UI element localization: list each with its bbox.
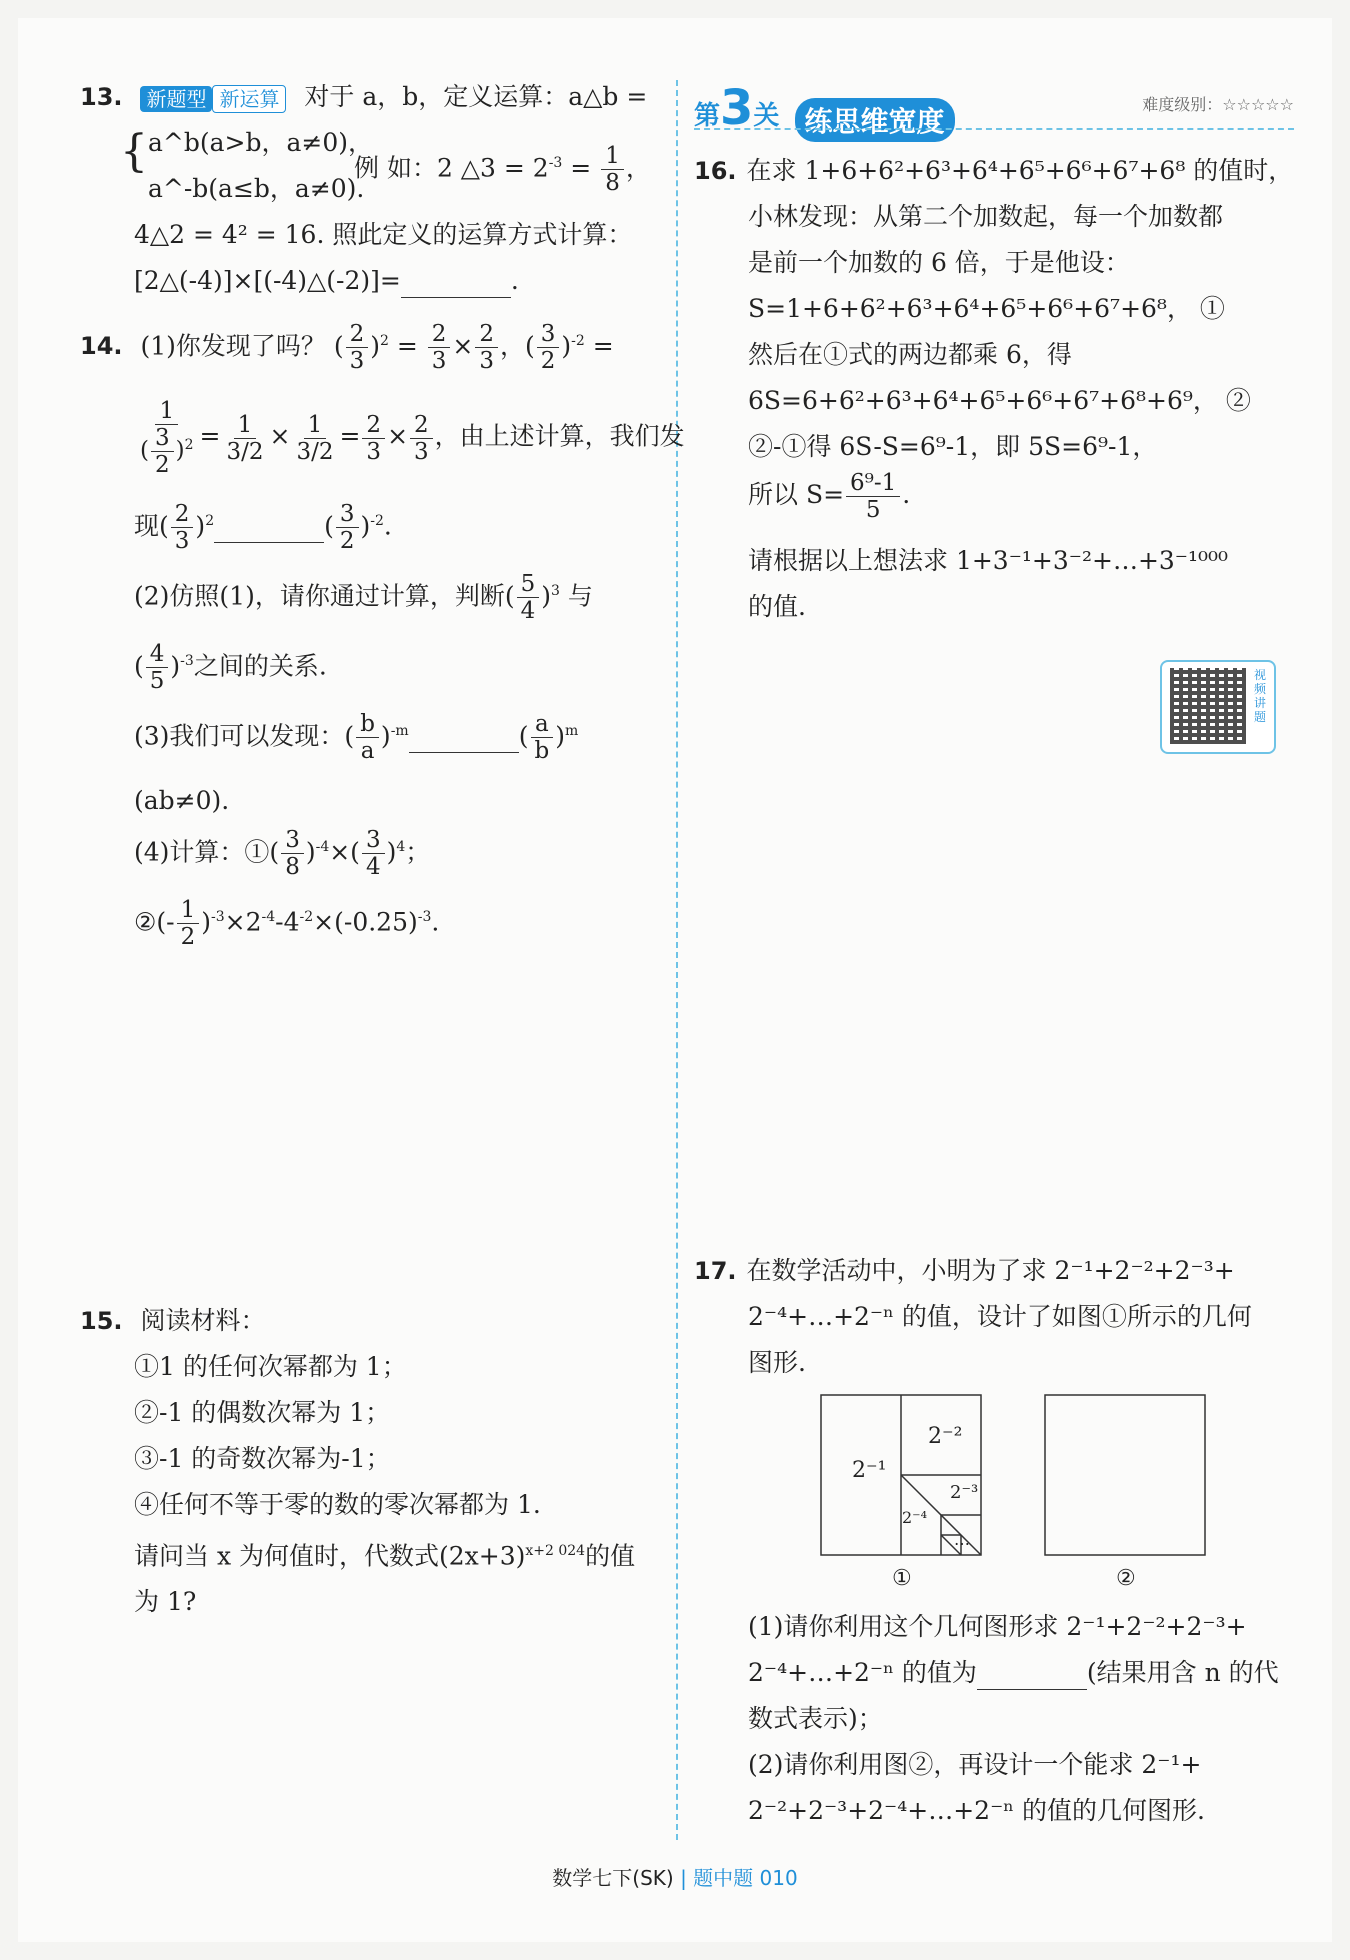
fig-label-2-3: 2⁻³ (950, 1482, 979, 1503)
q16-line: 6S=6+6²+6³+6⁴+6⁵+6⁶+6⁷+6⁸+6⁹， ② (748, 386, 1251, 415)
footer-book: 数学七下(SK) (552, 1866, 674, 1890)
q17-part2b: 2⁻²+2⁻³+2⁻⁴+…+2⁻ⁿ 的值的几何图形. (748, 1796, 1205, 1825)
question-number: 13. (80, 83, 123, 111)
fraction: $\frac{\text{6⁹-1}}{5}$ (846, 470, 900, 523)
q14-part2: (2)仿照(1)，请你通过计算，判断 (134, 581, 505, 611)
q14-part2-and: 与 (567, 581, 593, 611)
q15-question-end: 的值 (585, 1541, 636, 1571)
q17-part1: (1)请你利用这个几何图形求 2⁻¹+2⁻²+2⁻³+ (748, 1612, 1247, 1641)
q16-ask: 请根据以上想法求 1+3⁻¹+3⁻²+…+3⁻¹⁰⁰⁰ (748, 546, 1229, 575)
equals-sign: = (570, 153, 592, 183)
header-title: 练思维宽度 (795, 98, 955, 142)
header-suffix: 关 (753, 101, 780, 131)
q17-part1c: (结果用含 n 的代 (1086, 1658, 1279, 1687)
q13-line4: [2△(-4)]×[(-4)△(-2)]= (134, 266, 401, 295)
q15-item: ③-1 的奇数次幂为-1； (134, 1444, 391, 1473)
footer-page: 题中题 010 (693, 1866, 798, 1890)
q13-case2: a^-b(a≤b，a≠0). (148, 174, 365, 203)
q14-part1-label: (1)你发现了吗？ (140, 331, 326, 361)
q17-part1b: 2⁻⁴+…+2⁻ⁿ 的值为 (748, 1658, 977, 1687)
q16-line: 小林发现：从第二个加数起，每一个加数都 (748, 202, 1224, 231)
difficulty-rating: 难度级别：☆☆☆☆☆ (1142, 95, 1294, 114)
answer-blank[interactable] (409, 722, 519, 753)
question-14: 14. (1)你发现了吗？ ( $\frac{2}{3}$ )$^2$ = $\frac{2}{3}$ × $\frac{2}{3}$ ，( $\frac{3}{2}$ )$^{-2}$ = 1 ( $\frac{3}{2}$ )$^2$ = $\frac{1}{3/2}$ × $\frac{1}{3/2}$ = $\frac{2}{3}$ × $\frac{2}{3}$ ，由上述计算，我们发 现( $\frac{2}{3}$ )$^2$ ( $\frac{3}{2}$ )$^{-2}$. (2)仿照(1)，请你通过计算，判断( $\frac{5}{4}$ )$^3$ 与 ( $\frac{4}{5}$ )$^{-3}$之间的关系. (3)我们可以发现：( $\frac{b}{a}$ )$^{-m}$ ( $\frac{a}{b}$ )$^m$ (ab≠0). (4)计算：①( $\frac{3}{8}$ )$^{-4}$×( $\frac{3}{4}$ )$^4$； ②(- $\frac{1}{2}$ )$^{-3}\times 2^{-4}-4^{-2}\times(-0.25)^{-3}$. (80, 321, 685, 951)
tag-new-type: 新题型 (140, 86, 212, 112)
figure-2 (1044, 1394, 1208, 1558)
section-header (694, 80, 1294, 138)
q14-part1-text: ，由上述计算，我们发 (434, 421, 685, 451)
qr-caption: 视频讲题 (1254, 668, 1267, 724)
q13-line3: 4△2 = 4² = 16. 照此定义的运算方式计算： (134, 220, 633, 249)
page-footer (0, 1862, 1350, 1891)
q16-line: 在求 1+6+6²+6³+6⁴+6⁵+6⁶+6⁷+6⁸ 的值时， (746, 156, 1294, 185)
q13-intro: 对于 a，b，定义运算：a△b = (304, 82, 648, 111)
tag-new-operation: 新运算 (212, 85, 286, 113)
question-15 (80, 1298, 670, 1625)
q15-title: 阅读材料： (140, 1306, 266, 1335)
column-divider (676, 80, 678, 1840)
q16-ask2: 的值. (748, 592, 806, 621)
figure-1-label: ① (892, 1566, 912, 1591)
header-level-number: 3 (720, 80, 754, 136)
question-17 (694, 1248, 1284, 1386)
q15-item: ④任何不等于零的数的零次幂都为 1. (134, 1490, 541, 1519)
question-13: 13. 新题型 新运算 对于 a，b，定义运算：a△b = { a^b(a>b，a≠0)， a^-b(a≤b，a≠0). 例 如：2 △3 = $2^{-3}$ = $\frac{1}{8}$ ， 4△2 = 4² = 16. 照此定义的运算方式计算： [2△(-4)]×[(-4)△(-2)]= . (80, 74, 660, 304)
question-number: 16. (694, 157, 737, 185)
fraction: $\frac{1}{8}$ (601, 143, 624, 196)
q14-part1-end: 现 (134, 511, 160, 541)
question-number: 15. (80, 1307, 123, 1335)
answer-blank[interactable] (401, 267, 511, 298)
figure-2-label: ② (1116, 1566, 1136, 1591)
qr-code-icon (1170, 668, 1246, 744)
q17-part1d: 数式表示)； (748, 1704, 883, 1733)
exponent: -3 (548, 155, 563, 171)
q16-so: 所以 S= (748, 480, 845, 509)
question-17-parts (748, 1604, 1288, 1834)
q15-item: ①1 的任何次幂都为 1； (134, 1352, 407, 1381)
fig-label-2-2: 2⁻² (928, 1424, 963, 1449)
q14-part2-end: 之间的关系. (193, 651, 327, 681)
answer-blank[interactable] (214, 512, 324, 543)
fig-label-2-4: 2⁻⁴ (902, 1508, 928, 1527)
q14-part3: (3)我们可以发现： (134, 721, 345, 751)
q16-line: S=1+6+6²+6³+6⁴+6⁵+6⁶+6⁷+6⁸， ① (748, 294, 1225, 323)
q17-line: 图形. (748, 1348, 806, 1377)
q17-line: 在数学活动中，小明为了求 2⁻¹+2⁻²+2⁻³+ (746, 1256, 1235, 1285)
q16-line: 是前一个加数的 6 倍，于是他设： (748, 248, 1130, 277)
question-number: 17. (694, 1257, 737, 1285)
q16-line: ②-①得 6S-S=6⁹-1，即 5S=6⁹-1， (748, 432, 1158, 461)
fig-label-ellipsis: … (954, 1530, 970, 1549)
q15-item: ②-1 的偶数次幂为 1； (134, 1398, 391, 1427)
q15-question-line2: 为 1? (134, 1587, 197, 1617)
question-number: 14. (80, 332, 123, 361)
q17-part2: (2)请你利用图②，再设计一个能求 2⁻¹+ (748, 1750, 1202, 1779)
q13-case1: a^b(a>b，a≠0)， (148, 128, 373, 157)
qr-code[interactable] (1160, 660, 1276, 754)
header-prefix: 第 (694, 101, 721, 131)
q16-line: 然后在①式的两边都乘 6，得 (748, 340, 1072, 369)
q15-question: 请问当 x 为何值时，代数式(2x+3) (134, 1541, 526, 1571)
q14-part3-condition: (ab≠0). (134, 786, 230, 815)
q13-example: 例 如：2 △3 = 2 (354, 153, 549, 183)
q14-part4: (4)计算：① (134, 837, 270, 867)
footer-separator: | (680, 1866, 687, 1890)
exponent: x+2 024 (525, 1543, 586, 1559)
fig-label-2-1: 2⁻¹ (852, 1458, 887, 1483)
q17-line: 2⁻⁴+…+2⁻ⁿ 的值，设计了如图①所示的几何 (748, 1302, 1252, 1331)
answer-blank[interactable] (977, 1659, 1087, 1690)
q14-part4-2: ② (134, 907, 157, 937)
question-16: 16. 在求 1+6+6²+6³+6⁴+6⁵+6⁶+6⁷+6⁸ 的值时， 小林发现：从第二个加数起，每一个加数都 是前一个加数的 6 倍，于是他设： S=1+6+6²+6³+6⁴+6⁵+6⁶+6⁷+6⁸， ① 然后在①式的两边都乘 6，得 6S=6+6²+6³+6⁴+6⁵+6⁶+6⁷+6⁸+6⁹， ② ②-①得 6S-S=6⁹-1，即 5S=6⁹-1， 所以 S= $\frac{\text{6⁹-1}}{5}$ . 请根据以上想法求 1+3⁻¹+3⁻²+…+3⁻¹⁰⁰⁰ 的值. (694, 148, 1284, 630)
